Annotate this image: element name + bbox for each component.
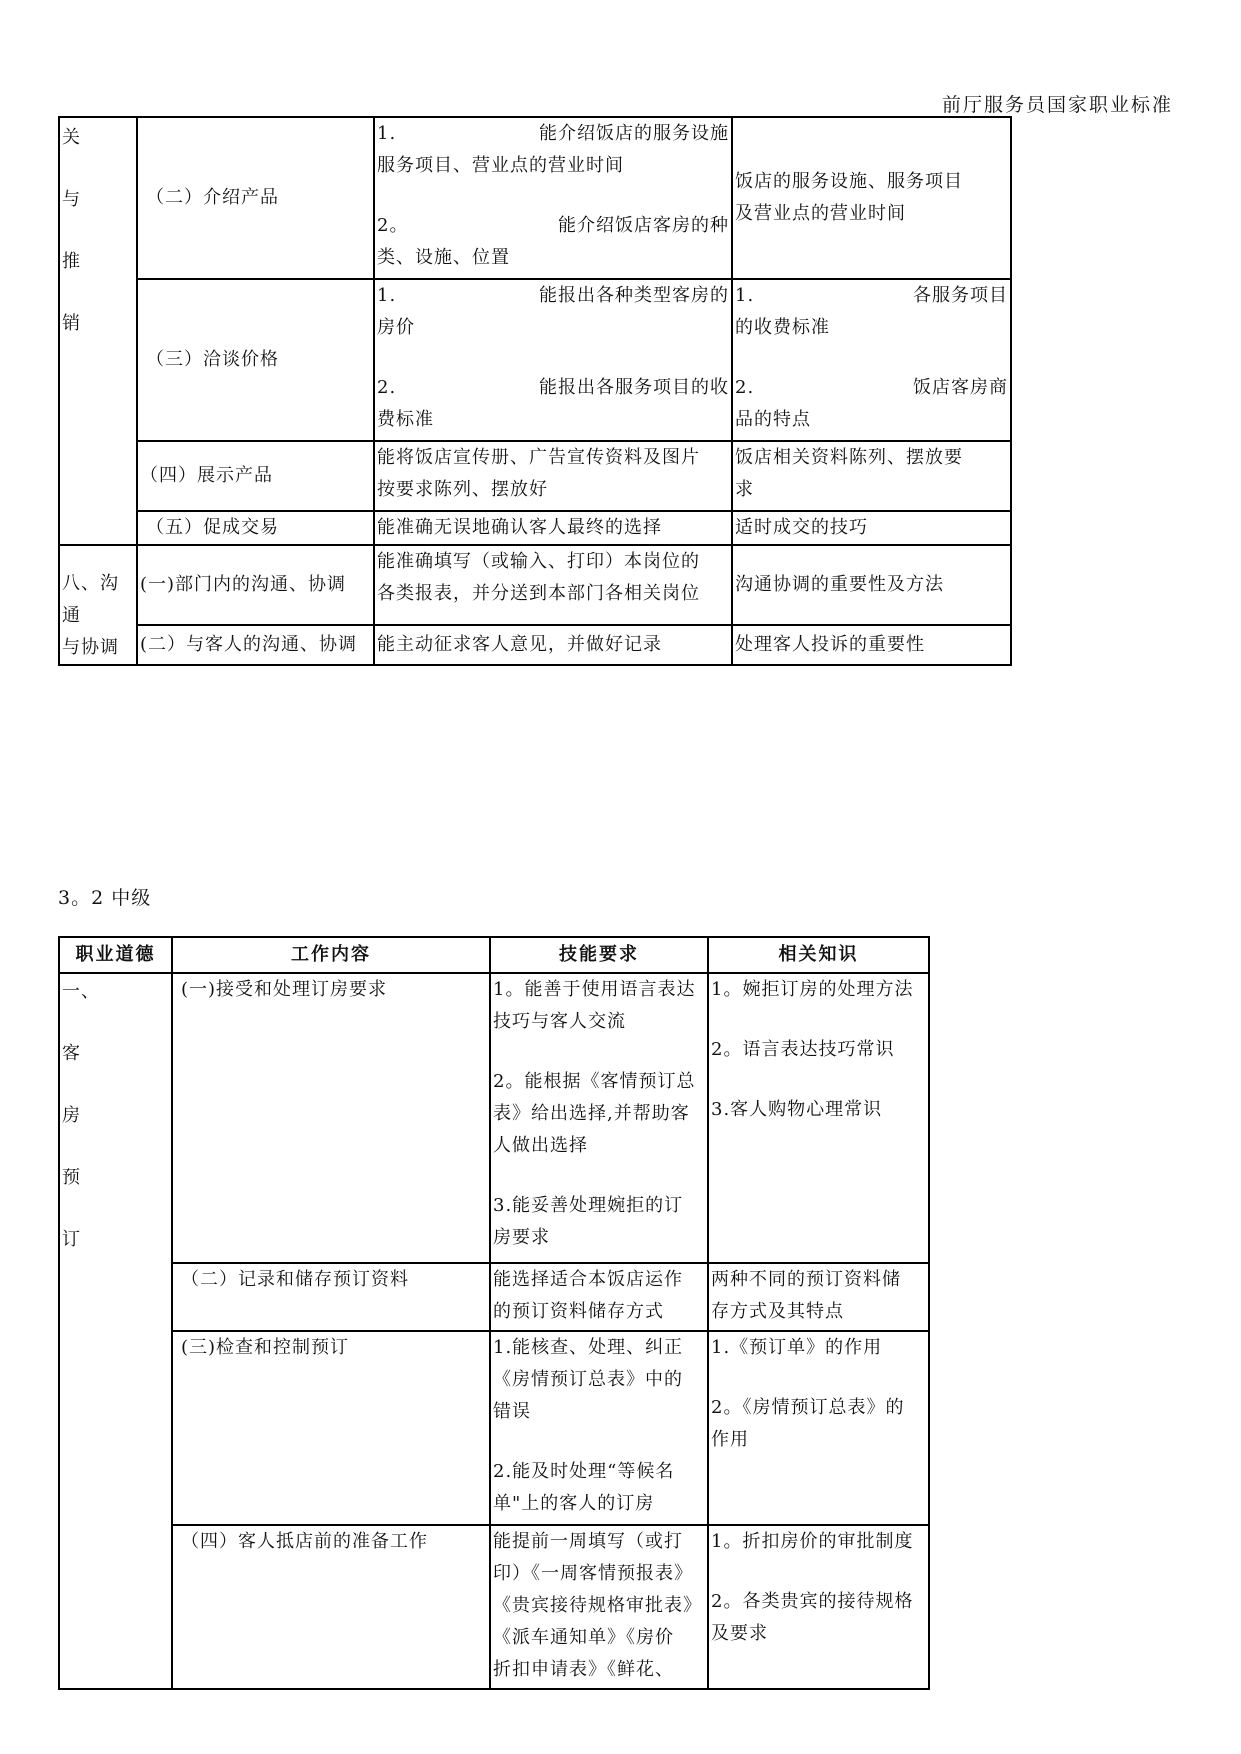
- item-number: 1.: [377, 123, 397, 144]
- knowledge-cell: 处理客人投诉的重要性: [732, 625, 1011, 665]
- knowledge-text: 1。婉拒订房的处理方法: [711, 979, 914, 1000]
- skill-cell: [374, 545, 732, 625]
- skill-text: 2.能及时处理“等候名: [493, 1461, 675, 1482]
- page-header-title: 前厅服务员国家职业标准: [941, 94, 1173, 116]
- knowledge-text: 3.客人购物心理常识: [711, 1099, 883, 1120]
- skill-text: 《派车通知单》《房价: [493, 1627, 674, 1648]
- work-content-cell: (一)部门内的沟通、协调: [137, 545, 374, 625]
- knowledge-text: 两种不同的预订资料储: [711, 1269, 901, 1290]
- item-number: 2。: [377, 215, 409, 236]
- skill-cell: 能主动征求客人意见，并做好记录: [374, 625, 732, 665]
- skill-text: 房价: [377, 317, 415, 338]
- knowledge-cell: [708, 973, 929, 1263]
- work-content-cell: （二）记录和储存预订资料: [172, 1263, 490, 1331]
- knowledge-text: 存方式及其特点: [711, 1301, 844, 1322]
- skill-text: 2。能根据《客情预订总: [493, 1071, 696, 1092]
- knowledge-text: 及要求: [711, 1623, 768, 1644]
- knowledge-text: 各服务项目: [913, 285, 1008, 306]
- skill-text: 能准确填写（或输入、打印）本岗位的: [377, 551, 700, 572]
- work-content-cell: （四）展示产品: [137, 441, 374, 511]
- category-text: 八、沟通: [62, 573, 119, 626]
- skills-table-continued: [58, 116, 1012, 666]
- knowledge-cell: [708, 1525, 929, 1689]
- knowledge-cell: [708, 1331, 929, 1525]
- skill-cell: [374, 279, 732, 441]
- header-ethics: 职业道德: [59, 937, 172, 973]
- skill-text: 能将饭店宣传册、广告宣传资料及图片: [377, 447, 700, 468]
- skill-text: 表》给出选择,并帮助客: [493, 1103, 690, 1124]
- skill-text: 的预订资料储存方式: [493, 1301, 664, 1322]
- work-content-cell: (三)检查和控制预订: [172, 1331, 490, 1525]
- knowledge-cell: 适时成交的技巧: [732, 511, 1011, 545]
- skill-text: 能提前一周填写（或打: [493, 1531, 683, 1552]
- work-content-cell: (二）与客人的沟通、协调: [137, 625, 374, 665]
- knowledge-text: 2。《房情预订总表》的: [711, 1397, 905, 1418]
- category-char: 预: [62, 1167, 81, 1188]
- knowledge-text: 及营业点的营业时间: [735, 203, 906, 224]
- skill-text: 技巧与客人交流: [493, 1011, 626, 1032]
- skill-text: 1.能核查、处理、纠正: [493, 1337, 684, 1358]
- skill-text: 能介绍饭店的服务设施: [539, 123, 729, 144]
- skill-text: 能报出各服务项目的收: [539, 377, 729, 398]
- category-cell: [59, 973, 172, 1689]
- item-number: 2.: [377, 377, 397, 398]
- knowledge-text: 饭店客房商: [913, 377, 1008, 398]
- skill-cell: [490, 973, 708, 1263]
- skill-text: 费标准: [377, 409, 434, 430]
- category-text: 一、: [62, 981, 100, 1002]
- item-number: 2.: [735, 377, 755, 398]
- skill-text: 错误: [493, 1401, 531, 1422]
- knowledge-text: 饭店相关资料陈列、摆放要: [735, 447, 963, 468]
- skill-text: 折扣申请表》《鲜花、: [493, 1659, 674, 1680]
- knowledge-text: 品的特点: [735, 409, 811, 430]
- category-char: 关: [62, 127, 81, 148]
- skill-text: 各类报表，并分送到本部门各相关岗位: [377, 583, 700, 604]
- item-number: 1.: [735, 285, 755, 306]
- category-char: 销: [62, 313, 81, 334]
- work-content-cell: (一)接受和处理订房要求: [172, 973, 490, 1263]
- category-cell: [59, 545, 137, 665]
- skill-text: 单"上的客人的订房: [493, 1493, 655, 1514]
- skill-text: 人做出选择: [493, 1135, 588, 1156]
- knowledge-text: 饭店的服务设施、服务项目: [735, 171, 963, 192]
- skill-text: 《贵宾接待规格审批表》: [493, 1595, 702, 1616]
- category-text: 与协调: [62, 637, 119, 658]
- knowledge-cell: [732, 441, 1011, 511]
- knowledge-text: 2。各类贵宾的接待规格: [711, 1591, 914, 1612]
- category-char: 客: [62, 1043, 81, 1064]
- knowledge-text: 1。折扣房价的审批制度: [711, 1531, 914, 1552]
- knowledge-cell: [708, 1263, 929, 1331]
- category-char: 与: [62, 189, 81, 210]
- work-content-cell: （五）促成交易: [137, 511, 374, 545]
- section-heading: 3。2 中级: [58, 887, 152, 909]
- intermediate-skills-table: [58, 936, 930, 1690]
- skill-cell: [490, 1331, 708, 1525]
- skill-text: 《房情预订总表》中的: [493, 1369, 683, 1390]
- header-knowledge: 相关知识: [708, 937, 929, 973]
- skill-text: 房要求: [493, 1227, 550, 1248]
- knowledge-text: 1.《预订单》的作用: [711, 1337, 883, 1358]
- category-cell: [59, 117, 137, 545]
- knowledge-text: 求: [735, 479, 754, 500]
- knowledge-cell: 沟通协调的重要性及方法: [732, 545, 1011, 625]
- skill-text: 3.能妥善处理婉拒的订: [493, 1195, 684, 1216]
- knowledge-text: 作用: [711, 1429, 749, 1450]
- skill-text: 能选择适合本饭店运作: [493, 1269, 683, 1290]
- knowledge-cell: [732, 279, 1011, 441]
- skill-text: 印）《一周客情预报表》: [493, 1563, 693, 1584]
- item-number: 1.: [377, 285, 397, 306]
- category-char: 房: [62, 1105, 81, 1126]
- category-char: 推: [62, 251, 81, 272]
- skill-cell: [374, 117, 732, 279]
- work-content-cell: （二）介绍产品: [137, 117, 374, 279]
- work-content-cell: （三）洽谈价格: [137, 279, 374, 441]
- skill-cell: [490, 1525, 708, 1689]
- knowledge-text: 2。语言表达技巧常识: [711, 1039, 895, 1060]
- work-content-cell: （四）客人抵店前的准备工作: [172, 1525, 490, 1689]
- knowledge-cell: [732, 117, 1011, 279]
- skill-text: 服务项目、营业点的营业时间: [377, 155, 624, 176]
- skill-cell: [374, 441, 732, 511]
- skill-cell: [490, 1263, 708, 1331]
- skill-text: 能报出各种类型客房的: [539, 285, 729, 306]
- header-work-content: 工作内容: [172, 937, 490, 973]
- skill-text: 类、设施、位置: [377, 247, 510, 268]
- header-skills: 技能要求: [490, 937, 708, 973]
- skill-text: 能介绍饭店客房的种: [558, 215, 729, 236]
- skill-text: 按要求陈列、摆放好: [377, 479, 548, 500]
- category-char: 订: [62, 1229, 81, 1250]
- skill-cell: 能准确无误地确认客人最终的选择: [374, 511, 732, 545]
- knowledge-text: 的收费标准: [735, 317, 830, 338]
- skill-text: 1。能善于使用语言表达: [493, 979, 696, 1000]
